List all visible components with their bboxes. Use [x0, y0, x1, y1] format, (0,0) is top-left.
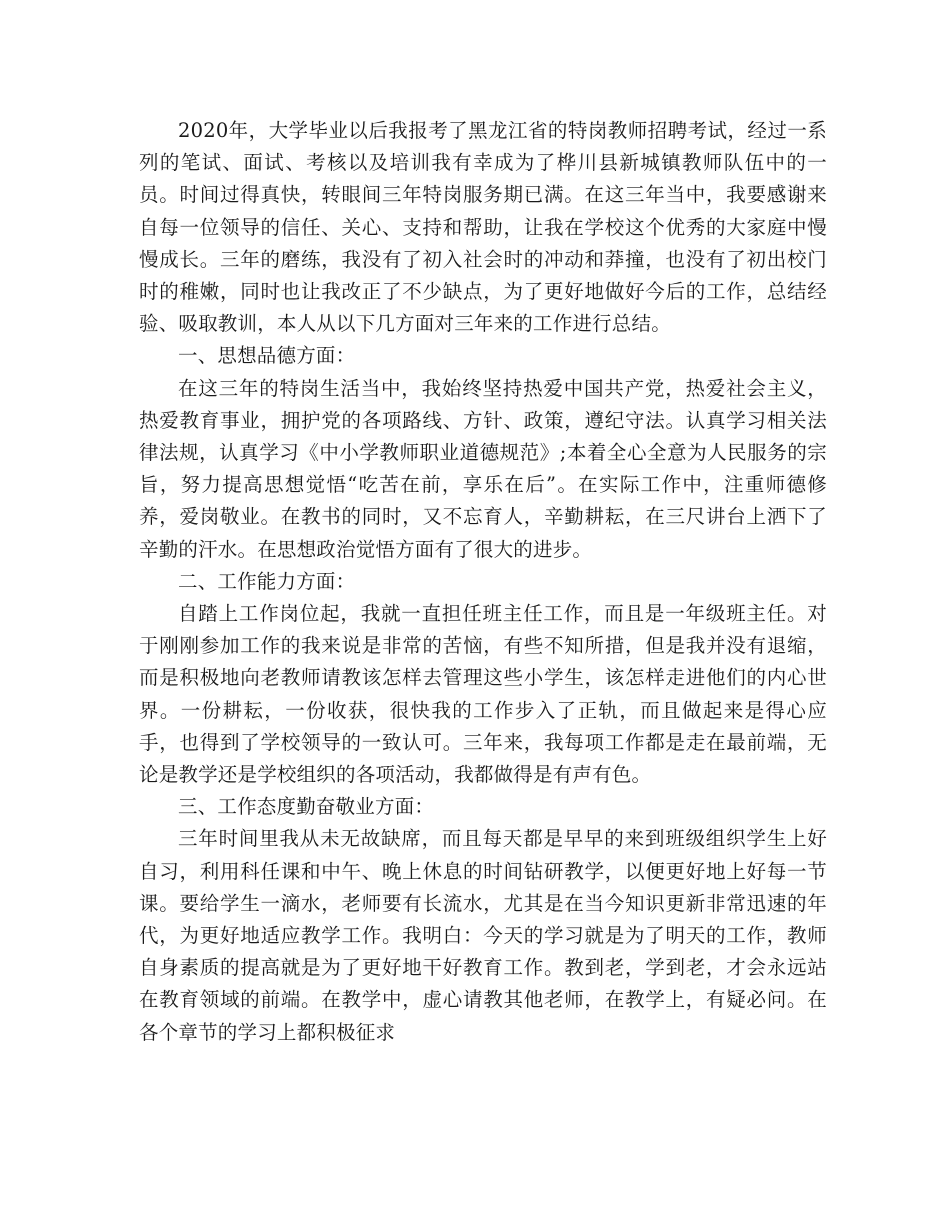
section-heading-attitude: 三、工作态度勤奋敬业方面： — [178, 795, 435, 819]
intro-paragraph: 2020年，大学毕业以后我报考了黑龙江省的特岗教师招聘考试，经过一系列的笔试、面试、考核以及培训我有幸成为了桦川县新城镇教师队伍中的一员。时间过得真快，转眼间三年特岗服务期已满。在这三年当中，我要感谢来自每一位领导的信任、关心、支持和帮助，让我在学校这个优秀的大家庭中慢慢成长。三年的磨练，我没有了初入社会时的冲动和莽撞，也没有了初出校门时的稚嫩，同时也让我改正了不少缺点，为了更好地做好今后的工作，总结经验、吸取教训，本人从以下几方面对三年来的工作进行总结。 — [139, 119, 827, 336]
section-heading-ideology: 一、思想品德方面： — [178, 344, 356, 368]
ideology-paragraph: 在这三年的特岗生活当中，我始终坚持热爱中国共产党，热爱社会主义，热爱教育事业，拥护党的各项路线、方针、政策，遵纪守法。认真学习相关法律法规，认真学习《中小学教师职业道德规范》;本着全心全意为人民服务的宗旨，努力提高思想觉悟“吃苦在前，享乐在后”。在实际工作中，注重师德修养，爱岗敬业。在教书的同时，又不忘育人，辛勤耕耘，在三尺讲台上洒下了辛勤的汗水。在思想政治觉悟方面有了很大的进步。 — [139, 376, 827, 561]
ability-paragraph: 自踏上工作岗位起，我就一直担任班主任工作，而且是一年级班主任。对于刚刚参加工作的我来说是非常的苦恼，有些不知所措，但是我并没有退缩，而是积极地向老教师请教该怎样去管理这些小学生，该怎样走进他们的内心世界。一份耕耘，一份收获，很快我的工作步入了正轨，而且做起来是得心应手，也得到了学校领导的一致认可。三年来，我每项工作都是走在最前端，无论是教学还是学校组织的各项活动，我都做得是有声有色。 — [139, 602, 827, 787]
document-body — [139, 115, 827, 1049]
attitude-paragraph: 三年时间里我从未无故缺席，而且每天都是早早的来到班级组织学生上好自习，利用科任课和中午、晚上休息的时间钻研教学，以便更好地上好每一节课。要给学生一滴水，老师要有长流水，尤其是在当今知识更新非常迅速的年代，为更好地适应教学工作。我明白：今天的学习就是为了明天的工作，教师自身素质的提高就是为了更好地干好教育工作。教到老，学到老，才会永远站在教育领域的前端。在教学中，虚心请教其他老师，在教学上，有疑必问。在各个章节的学习上都积极征求 — [139, 827, 827, 1044]
section-heading-ability: 二、工作能力方面： — [178, 569, 356, 593]
